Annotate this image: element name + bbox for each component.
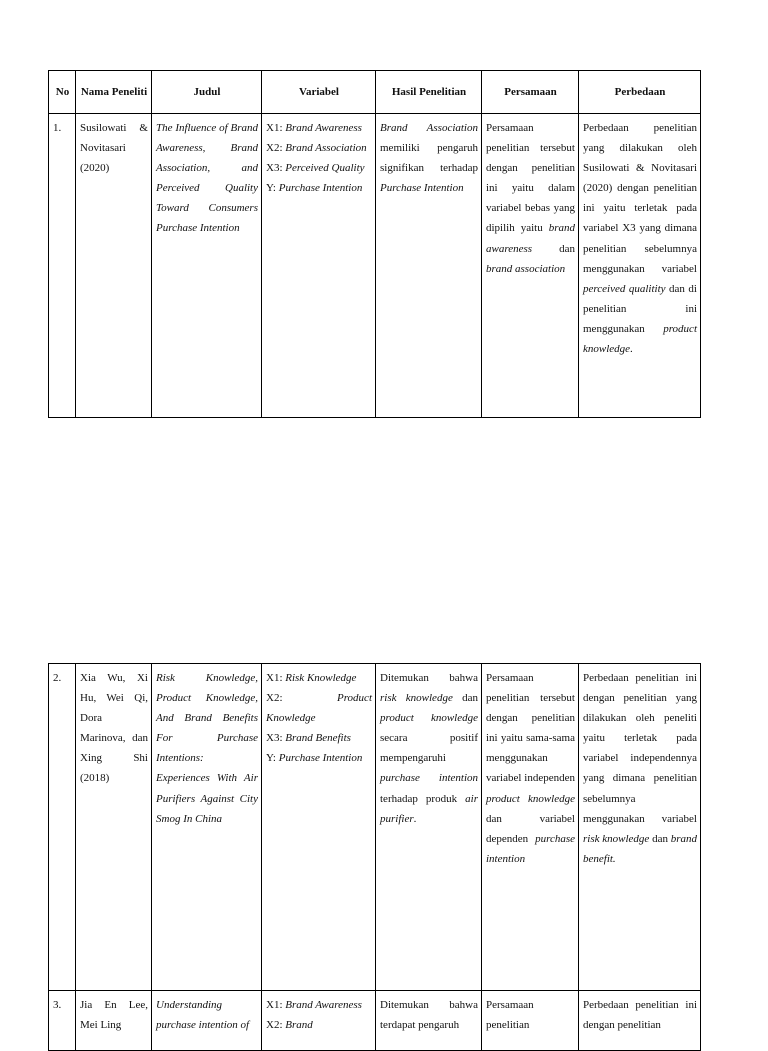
var-x1: Risk Knowledge bbox=[285, 672, 357, 684]
perbedaan-text: Perbedaan penelitian ini dengan penelitian yang dilakukan oleh peneliti yaitu terletak pada variabel independennya yang dimana penelitian sebelumnya menggunakan variabel bbox=[583, 672, 697, 825]
judul-text: Understanding purchase intention of bbox=[156, 999, 250, 1032]
cell-judul bbox=[152, 664, 262, 991]
hasil-text: Ditemukan bahwa bbox=[380, 672, 478, 684]
var-x2: Brand bbox=[285, 1019, 313, 1032]
cell-hasil-penelitian bbox=[376, 114, 482, 418]
literature-table-continued bbox=[48, 663, 701, 1051]
header-judul: Judul bbox=[152, 71, 262, 114]
var-y-label: Y: bbox=[266, 752, 279, 765]
perbedaan-text: . bbox=[630, 343, 633, 356]
cell-variabel bbox=[262, 664, 376, 991]
header-nama-peneliti: Nama Peneliti bbox=[76, 71, 152, 114]
hasil-text: memiliki pengaruh signifikan terhadap bbox=[380, 142, 478, 175]
cell-nama-peneliti: Xia Wu, Xi Hu, Wei Qi, Dora Marinova, dan Xing Shi (2018) bbox=[76, 664, 152, 991]
cell-perbedaan: Perbedaan penelitian ini dengan penelitian bbox=[579, 991, 701, 1051]
hasil-text-italic: risk knowledge bbox=[380, 692, 453, 705]
hasil-text-italic: Purchase Intention bbox=[380, 182, 464, 195]
judul-text: The Influence of Brand Awareness, Brand Association, and Perceived Quality Toward Consumers Purchase Intention bbox=[156, 122, 258, 235]
var-x2-label: X2: bbox=[266, 142, 286, 155]
cell-judul bbox=[152, 991, 262, 1051]
cell-hasil-penelitian bbox=[376, 664, 482, 991]
var-x1-label: X1: bbox=[266, 999, 286, 1011]
hasil-text: terhadap produk bbox=[380, 792, 466, 805]
hasil-text: . bbox=[413, 812, 417, 825]
header-no: No bbox=[49, 71, 76, 114]
perbedaan-text: Perbedaan penelitian yang dilakukan oleh Susilowati & Novitasari (2020) dengan penelitian ini yaitu terletak pada variabel X3 yang dimana penelitian sebelumnya menggunakan variabel bbox=[583, 122, 697, 275]
var-y: Purchase Intention bbox=[278, 752, 363, 765]
var-y-label: Y: bbox=[266, 182, 279, 195]
persamaan-text: Persamaan penelitian tersebut dengan penelitian ini yaitu dalam variabel bebas yang dipilih yaitu bbox=[486, 122, 575, 235]
hasil-text: dan bbox=[452, 692, 478, 705]
perbedaan-text: dan bbox=[649, 832, 671, 845]
persamaan-text: Persamaan penelitian tersebut dengan penelitian ini yaitu sama-sama menggunakan variabel independen bbox=[486, 672, 575, 785]
perbedaan-text: dan di penelitian ini menggunakan bbox=[583, 282, 697, 335]
var-x3-label: X3: bbox=[266, 732, 286, 745]
persamaan-text-italic: brand awareness bbox=[486, 222, 575, 255]
cell-no: 3. bbox=[49, 991, 76, 1051]
cell-perbedaan bbox=[579, 114, 701, 418]
perbedaan-text-italic: product knowledge bbox=[583, 322, 697, 356]
cell-no: 2. bbox=[49, 664, 76, 991]
var-x2: Product Knowledge bbox=[266, 692, 372, 725]
hasil-text-italic: air purifier bbox=[380, 792, 478, 825]
header-hasil-penelitian: Hasil Penelitian bbox=[376, 71, 482, 114]
cell-variabel bbox=[262, 114, 376, 418]
cell-persamaan: Persamaan penelitian bbox=[482, 991, 579, 1051]
var-x3-label: X3: bbox=[266, 162, 286, 175]
table-header-row bbox=[49, 71, 701, 114]
cell-nama-peneliti: Susilowati & Novitasari (2020) bbox=[76, 114, 152, 418]
hasil-text: secara positif mempengaruhi bbox=[380, 732, 478, 765]
hasil-text-italic: Brand Association bbox=[380, 122, 478, 134]
judul-text: Risk Knowledge, Product Knowledge, And Brand Benefits For Purchase Intentions: Experiences With Air Purifiers Against City Smog In China bbox=[156, 672, 258, 825]
var-x3: Brand Benefits bbox=[285, 732, 351, 745]
perbedaan-text-italic: risk knowledge bbox=[583, 832, 650, 845]
persamaan-text-italic: product knowledge bbox=[486, 792, 575, 805]
cell-no: 1. bbox=[49, 114, 76, 418]
table-row bbox=[49, 114, 701, 418]
var-x3: Perceived Quality bbox=[285, 162, 365, 175]
var-x1: Brand Awareness bbox=[285, 999, 362, 1011]
persamaan-text: dan bbox=[532, 242, 575, 255]
table-row bbox=[49, 664, 701, 991]
var-x1: Brand Awareness bbox=[285, 122, 362, 134]
persamaan-text: dan variabel dependen bbox=[486, 812, 575, 845]
perbedaan-text-italic: perceived qualitity bbox=[583, 282, 666, 295]
cell-judul bbox=[152, 114, 262, 418]
var-x2-label: X2: bbox=[266, 692, 337, 705]
header-perbedaan: Perbedaan bbox=[579, 71, 701, 114]
literature-table bbox=[48, 70, 701, 418]
var-x1-label: X1: bbox=[266, 122, 286, 134]
persamaan-text-italic: purchase intention bbox=[486, 832, 575, 865]
cell-persamaan bbox=[482, 114, 579, 418]
hasil-text-italic: product knowledge bbox=[380, 712, 478, 725]
cell-nama-peneliti: Jia En Lee, Mei Ling bbox=[76, 991, 152, 1051]
cell-hasil-penelitian: Ditemukan bahwa terdapat pengaruh bbox=[376, 991, 482, 1051]
cell-persamaan bbox=[482, 664, 579, 991]
table-row bbox=[49, 991, 701, 1051]
var-y: Purchase Intention bbox=[278, 182, 363, 195]
header-variabel: Variabel bbox=[262, 71, 376, 114]
hasil-text-italic: purchase intention bbox=[380, 772, 478, 785]
cell-perbedaan bbox=[579, 664, 701, 991]
var-x1-label: X1: bbox=[266, 672, 286, 684]
header-persamaan: Persamaan bbox=[482, 71, 579, 114]
perbedaan-text-italic: brand benefit. bbox=[583, 832, 697, 865]
var-x2-label: X2: bbox=[266, 1019, 286, 1032]
persamaan-text-italic: brand association bbox=[486, 262, 566, 275]
var-x2: Brand Association bbox=[285, 142, 367, 155]
cell-variabel bbox=[262, 991, 376, 1051]
